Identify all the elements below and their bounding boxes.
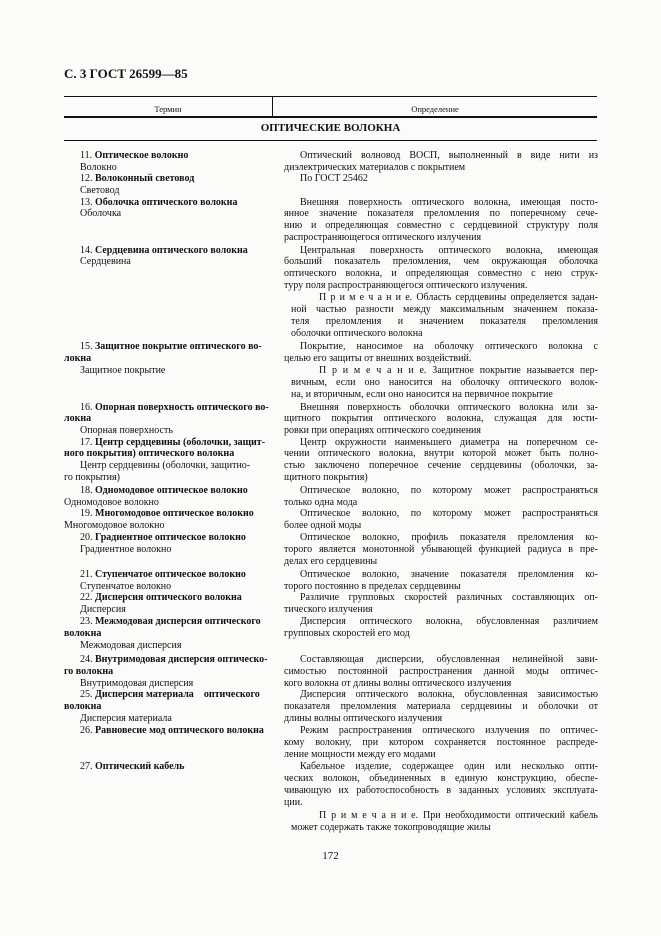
definition-13-line: распространяющегося оптического излучения — [284, 232, 482, 243]
section-rule — [64, 140, 597, 141]
definition-21-line: торого постоянно в пределах сердцевины — [284, 581, 461, 592]
definition-26-line: кому волокну, при котором сохраняется постоянное распреде- — [284, 737, 598, 748]
definition-16-line: ровки при операциях оптического соединения — [284, 425, 481, 436]
definition-19-line: Оптическое волокно, по которому может распространяться — [300, 508, 598, 519]
table-header-rule — [64, 116, 597, 118]
note-27-line: П р и м е ч а н и е. При необходимости оптический кабель — [319, 810, 598, 821]
definition-16-line: Внешняя поверхность оболочки оптического волокна или за- — [300, 402, 598, 413]
definition-25-line: Дисперсия оптического волокна, обусловленная зависимостью — [300, 689, 598, 700]
definition-12: По ГОСТ 25462 — [300, 173, 368, 184]
term-15-synonym: Защитное покрытие — [80, 365, 166, 376]
note-15-line: П р и м е ч а н и е. Защитное покрытие называется пер- — [319, 365, 598, 376]
definition-17-line: Центр окружности наименьшего диаметра на поперечном се- — [300, 437, 598, 448]
term-22-synonym: Дисперсия — [80, 604, 126, 615]
term-16: 16. Опорная поверхность оптического во- — [80, 402, 269, 413]
term-21: 21. Ступенчатое оптическое волокно — [80, 569, 246, 580]
term-26: 26. Равновесие мод оптического волокна — [80, 725, 264, 736]
term-16-synonym: Опорная поверхность — [80, 425, 173, 436]
definition-27-line: чивающую их работоспособность в заданных условиях эксплуата- — [284, 785, 598, 796]
note-14-line: П р и м е ч а н и е. Область сердцевины определяется задан- — [319, 292, 598, 303]
definition-20-line: торого является монотонной убывающей функцией радиуса в пре- — [284, 544, 598, 555]
term-17-synonym-cont: го покрытия) — [64, 472, 120, 483]
definition-15-line: целью его защиты от внешних воздействий. — [284, 353, 472, 364]
definition-17-line: щитного покрытия) — [284, 472, 368, 483]
definition-11-line: диэлектрических материалов с покрытием — [284, 162, 466, 173]
definition-18-line: только одна мода — [284, 497, 358, 508]
definition-14-line: оптического волокна, и определяющая совместно с нею струк- — [284, 268, 598, 279]
definition-27-line: Кабельное изделие, содержащее один или несколько опти- — [300, 761, 598, 772]
term-14-synonym: Сердцевина — [80, 256, 131, 267]
definition-17-line: стью заключено поперечное сечение сердцевины (оболочки, за- — [284, 460, 598, 471]
section-title: ОПТИЧЕСКИЕ ВОЛОКНА — [260, 122, 401, 134]
term-12: 12. Волоконный световод — [80, 173, 195, 184]
note-14-line: ной частью разности между максимальным значением показа- — [291, 304, 598, 315]
definition-14-line: туру поля распространяющегося оптического излучения. — [284, 280, 528, 291]
note-14-line: теля преломления и значением показателя преломления — [291, 316, 598, 327]
table-top-rule — [64, 96, 597, 97]
definition-24-line: симостью постоянной распространения данной моды оптичес- — [284, 666, 598, 677]
definition-27-line: ческих волокон, объединенных в единую конструкцию, обеспе- — [284, 773, 598, 784]
term-24-cont: го волокна — [64, 666, 114, 677]
term-22: 22. Дисперсия оптического волокна — [80, 592, 242, 603]
definition-20-line: делах его сердцевины — [284, 556, 378, 567]
note-15-line: на, и вторичным, если оно наносится на первичное покрытие — [291, 389, 553, 400]
definition-15-line: Покрытие, наносимое на оболочку оптического волокна с — [300, 341, 598, 352]
term-11-synonym: Волокно — [80, 162, 117, 173]
definition-25-line: показателя преломления материала сердцевины и оболочки от — [284, 701, 598, 712]
definition-22-line: тического излучения — [284, 604, 373, 615]
term-16-cont: локна — [64, 413, 92, 424]
definition-25-line: длины волны оптического излучения — [284, 713, 443, 724]
term-19-synonym: Многомодовое волокно — [64, 520, 165, 531]
term-25-cont: волокна — [64, 701, 102, 712]
definition-13-line: нию и определяющая совместно с сердцевиной структуру поля — [284, 220, 598, 231]
note-27-line: может содержать также токопроводящие жилы — [291, 822, 491, 833]
definition-26-line: ление мощности между его модами — [284, 749, 436, 760]
definition-23-line: групповых скоростей его мод — [284, 628, 410, 639]
term-20: 20. Градиентное оптическое волокно — [80, 532, 246, 543]
term-13-synonym: Оболочка — [80, 208, 122, 219]
term-23-cont: волокна — [64, 628, 102, 639]
definition-14-line: больший показатель преломления, чем окружающая оболочка — [284, 256, 598, 267]
definition-18-line: Оптическое волокно, по которому может распространяться — [300, 485, 598, 496]
definition-27-line: ции. — [284, 797, 303, 808]
definition-19-line: более одной моды — [284, 520, 362, 531]
term-17: 17. Центр сердцевины (оболочки, защит- — [80, 437, 266, 448]
term-11: 11. Оптическое волокно — [80, 150, 189, 161]
term-15: 15. Защитное покрытие оптического во- — [80, 341, 262, 352]
definition-24-line: Составляющая дисперсии, обусловленная нелинейной зави- — [300, 654, 598, 665]
note-15-line: вичным, если оно наносится на оболочку оптического волок- — [291, 377, 598, 388]
definition-20-line: Оптическое волокно, профиль показателя преломления ко- — [300, 532, 598, 543]
term-25-synonym: Дисперсия материала — [80, 713, 172, 724]
term-25: 25. Дисперсия материала оптического — [80, 689, 260, 700]
term-14: 14. Сердцевина оптического волокна — [80, 245, 248, 256]
term-21-synonym: Ступенчатое волокно — [80, 581, 172, 592]
page-header: С. 3 ГОСТ 26599—85 — [64, 66, 188, 81]
term-13: 13. Оболочка оптического волокна — [80, 197, 238, 208]
term-24-synonym: Внутримодовая дисперсия — [80, 678, 194, 689]
term-12-synonym: Световод — [80, 185, 120, 196]
definition-21-line: Оптическое волокно, значение показателя преломления ко- — [300, 569, 598, 580]
definition-17-line: чении оптического волокна, внутри которой может быть полно- — [284, 448, 598, 459]
definition-24-line: кого волокна от длины волны оптического излучения — [284, 678, 512, 689]
definition-22-line: Различие групповых скоростей различных составляющих оп- — [300, 592, 598, 603]
column-header-definition: Определение — [411, 104, 459, 114]
term-23-synonym: Межмодовая дисперсия — [80, 640, 182, 651]
column-header-term: Термин — [154, 104, 182, 114]
definition-11-line: Оптический волновод ВОСП, выполненный в виде нити из — [300, 150, 598, 161]
term-23: 23. Межмодовая дисперсия оптического — [80, 616, 261, 627]
definition-16-line: щитного покрытия оптического волокна, служащая для юсти- — [284, 413, 598, 424]
term-17-synonym: Центр сердцевины (оболочки, защитно- — [80, 460, 251, 471]
term-15-cont: локна — [64, 353, 92, 364]
term-18-synonym: Одномодовое волокно — [64, 497, 159, 508]
note-14-line: оболочки оптического волокна — [291, 328, 423, 339]
definition-23-line: Дисперсия оптического волокна, обусловленная различием — [300, 616, 598, 627]
definition-26-line: Режим распространения оптического излучения по оптичес- — [300, 725, 598, 736]
term-27: 27. Оптический кабель — [80, 761, 185, 772]
page-number: 172 — [322, 850, 339, 862]
definition-13-line: Внешняя поверхность оптического волокна, имеющая посто- — [300, 197, 598, 208]
definition-14-line: Центральная поверхность оптического волокна, имеющая — [300, 245, 598, 256]
term-18: 18. Одномодовое оптическое волокно — [80, 485, 248, 496]
term-17-cont: ного покрытия) оптического волокна — [64, 448, 235, 459]
term-19: 19. Многомодовое оптическое волокно — [80, 508, 254, 519]
definition-13-line: янное значение показателя преломления по поперечному сече- — [284, 208, 598, 219]
term-24: 24. Внутримодовая дисперсия оптическо- — [80, 654, 268, 665]
term-20-synonym: Градиентное волокно — [80, 544, 172, 555]
